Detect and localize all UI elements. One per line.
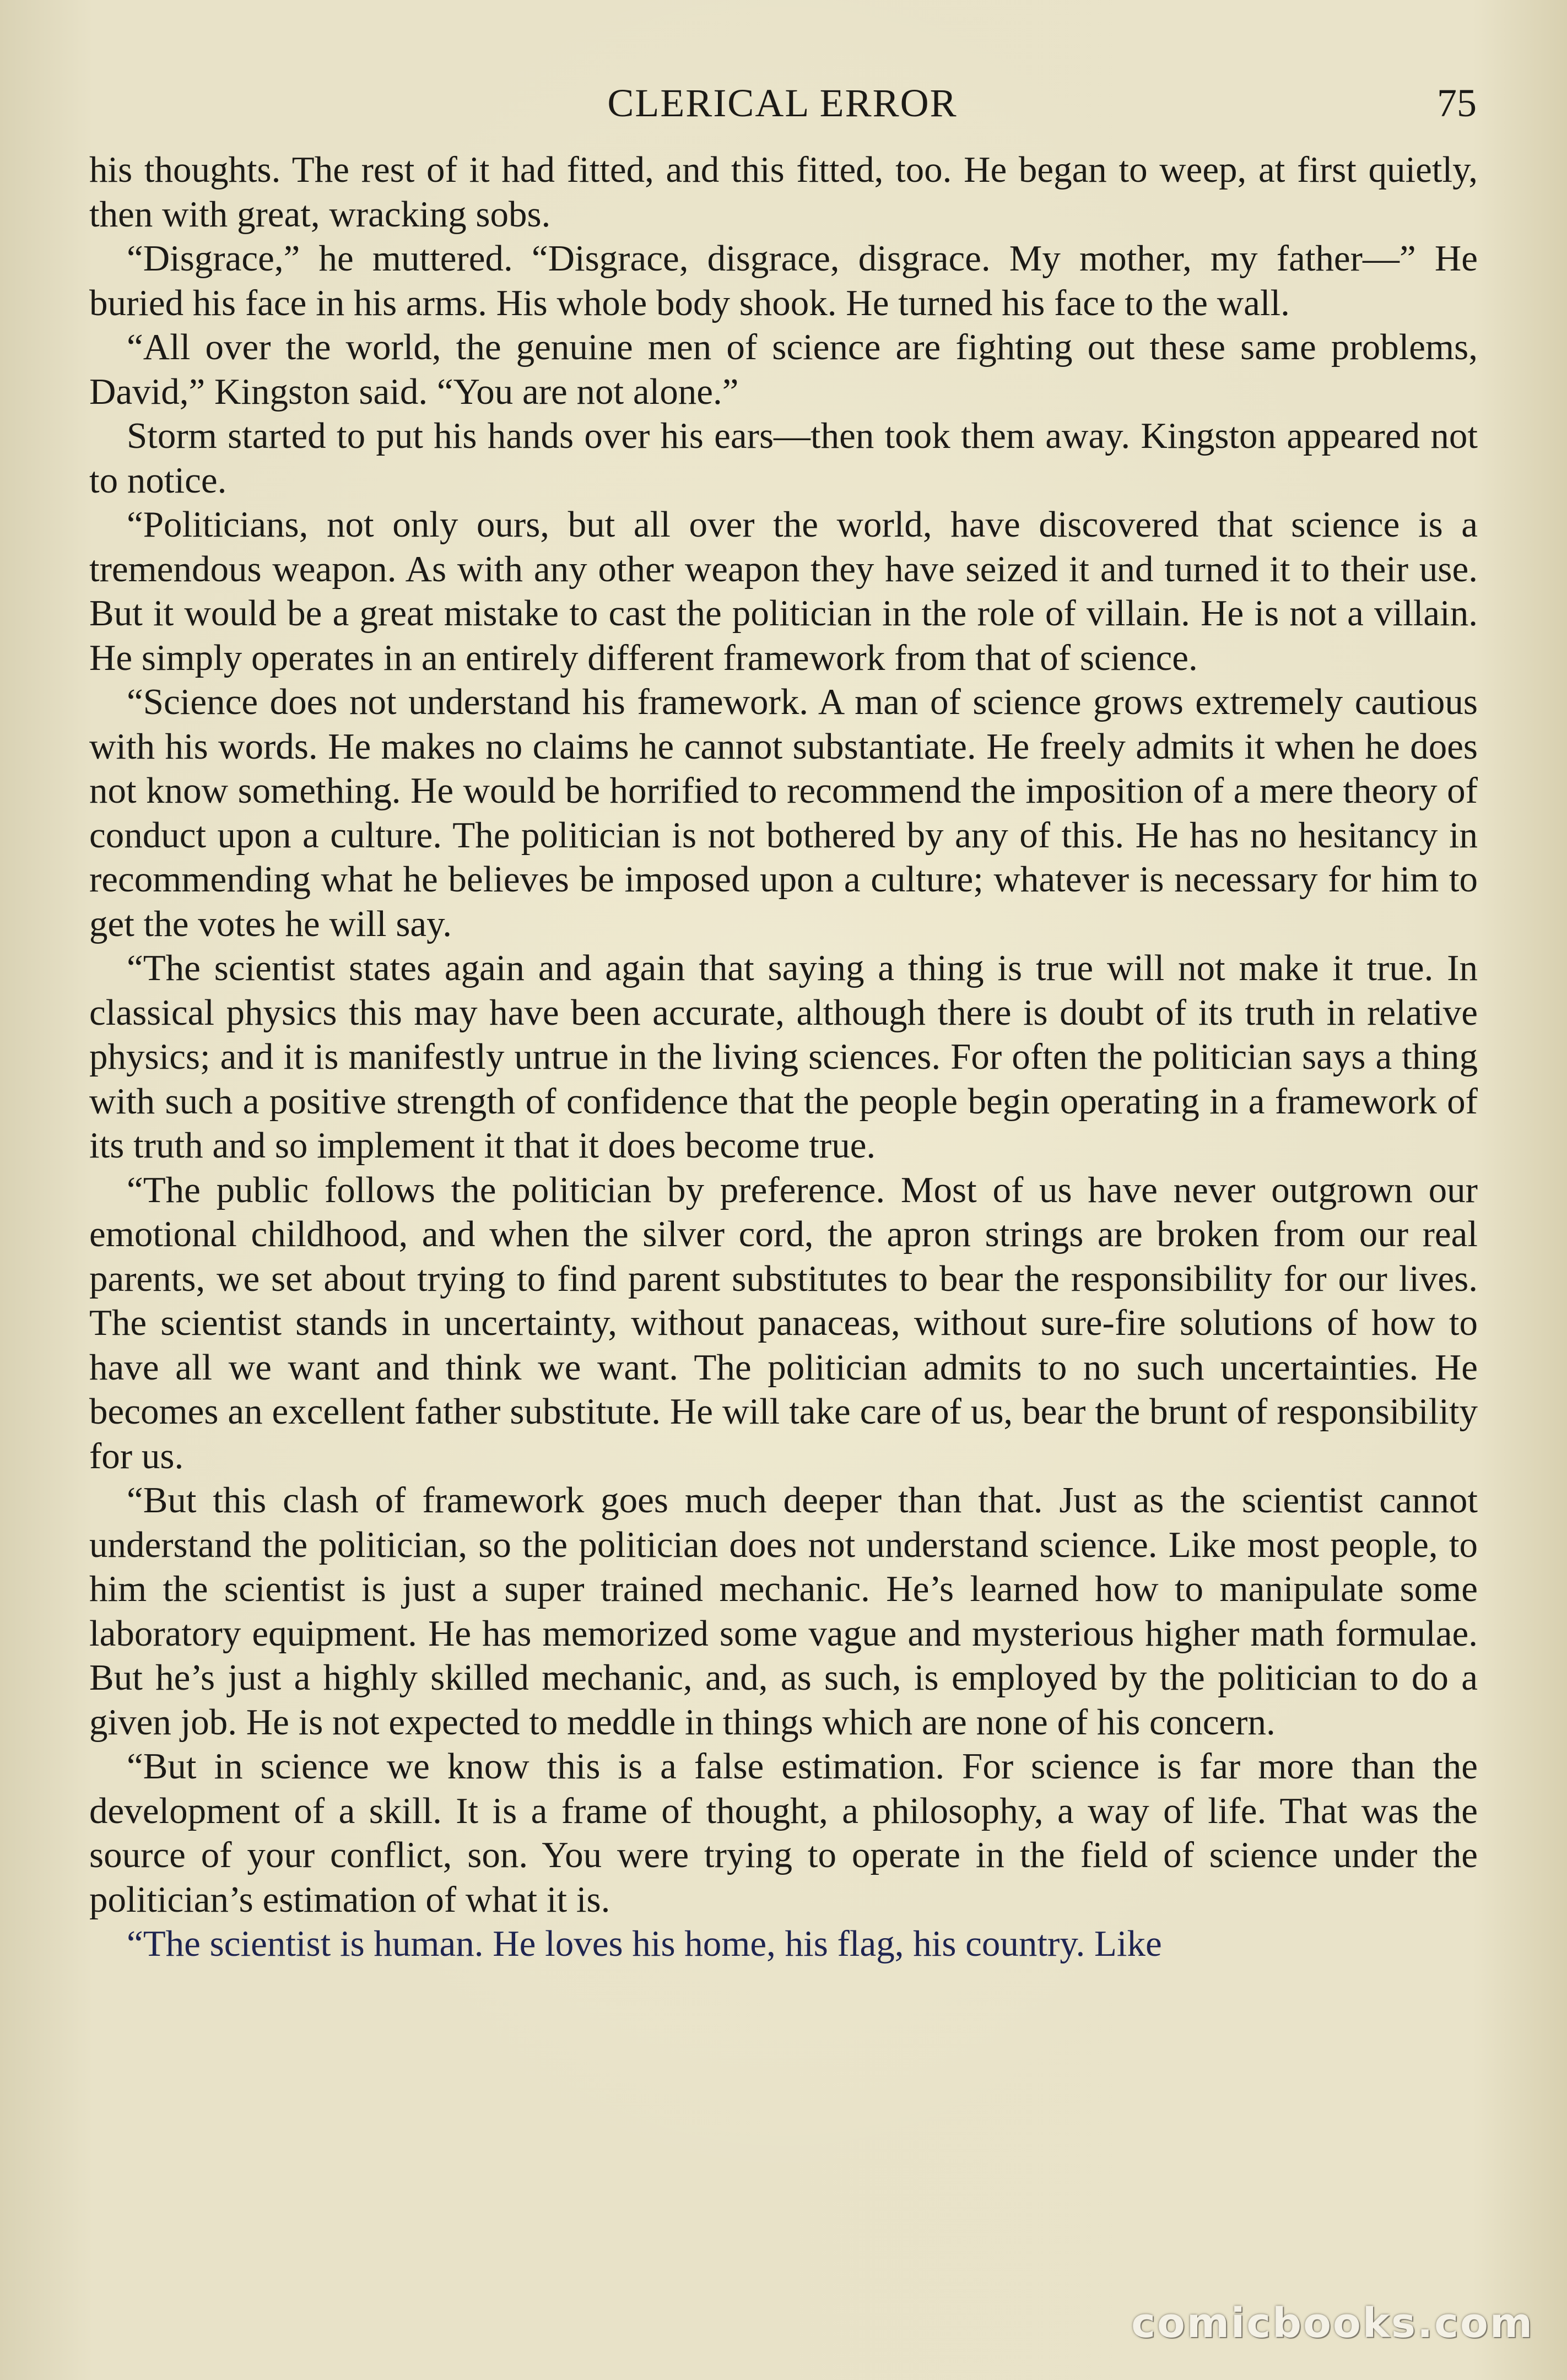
paragraph: “Science does not understand his framework. A man of science grows extremely cautious with his words. He makes no claims he cannot substantiate. He freely admits it when he does not know something. He would be horrified to recommend the imposition of a mere theory of conduct upon a culture. The politician is not bothered by any of this. He has no hesitancy in recommending what he believes be imposed upon a culture; whatever is necessary for him to get the votes he will say. [89, 681, 1478, 944]
paragraph: Storm started to put his hands over his ears—then took them away. Kingston appeared not to notice. [89, 415, 1478, 501]
paragraph: “The scientist states again and again that saying a thing is true will not make it true. In classical physics this may have been accurate, although there is doubt of its truth in relative physics; and it is manifestly untrue in the living sciences. For often the politician says a thing with such a positive strength of confidence that the people begin operating in a framework of its truth and so implement it that it does become true. [89, 948, 1478, 1166]
paragraph: his thoughts. The rest of it had fitted, and this fitted, too. He began to weep, at first quietly, then with great, wracking sobs. [89, 149, 1478, 235]
paragraph: “Politicians, not only ours, but all over the world, have discovered that science is a tremendous weapon. As with any other weapon they have seized it and turned it to their use. But it would be a great mistake to cast the politician in the role of villain. He is not a villain. He simply operates in an entirely different framework from that of science. [89, 504, 1478, 678]
body-text [89, 148, 1478, 1966]
paragraph: “All over the world, the genuine men of science are fighting out these same problems, David,” Kingston said. “You are not alone.” [89, 327, 1478, 412]
paragraph: “Disgrace,” he muttered. “Disgrace, disgrace, disgrace. My mother, my father—” He buried his face in his arms. His whole body shook. He turned his face to the wall. [89, 238, 1478, 323]
paragraph: “The public follows the politician by preference. Most of us have never outgrown our emotional childhood, and when the silver cord, the apron strings are broken from our real parents, we set about trying to find parent substitutes to bear the responsibility for our lives. The scientist stands in uncertainty, without panaceas, without sure-fire solutions of how to have all we want and think we want. The politician admits to no such uncertainties. He becomes an excellent father substitute. He will take care of us, bear the brunt of responsibility for us. [89, 1169, 1478, 1476]
paragraph: “But this clash of framework goes much deeper than that. Just as the scientist cannot understand the politician, so the politician does not understand science. Like most people, to him the scientist is just a super trained mechanic. He’s learned how to manipulate some laboratory equipment. He has memorized some vague and mysterious higher math formulae. But he’s just a highly skilled mechanic, and, as such, is employed by the politician to do a given job. He is not expected to meddle in things which are none of his concern. [89, 1480, 1478, 1743]
page-header [88, 73, 1477, 133]
running-title: CLERICAL ERROR [607, 81, 958, 125]
page-number: 75 [1437, 81, 1477, 125]
watermark: comicbooks.com [1131, 2300, 1534, 2347]
paragraph: “But in science we know this is a false estimation. For science is far more than the development of a skill. It is a frame of thought, a philosophy, a way of life. That was the source of your conflict, son. You were trying to operate in the field of science under the politician’s estimation of what it is. [89, 1746, 1478, 1920]
paragraph: “The scientist is human. He loves his home, his flag, his country. Like [127, 1923, 1162, 1964]
